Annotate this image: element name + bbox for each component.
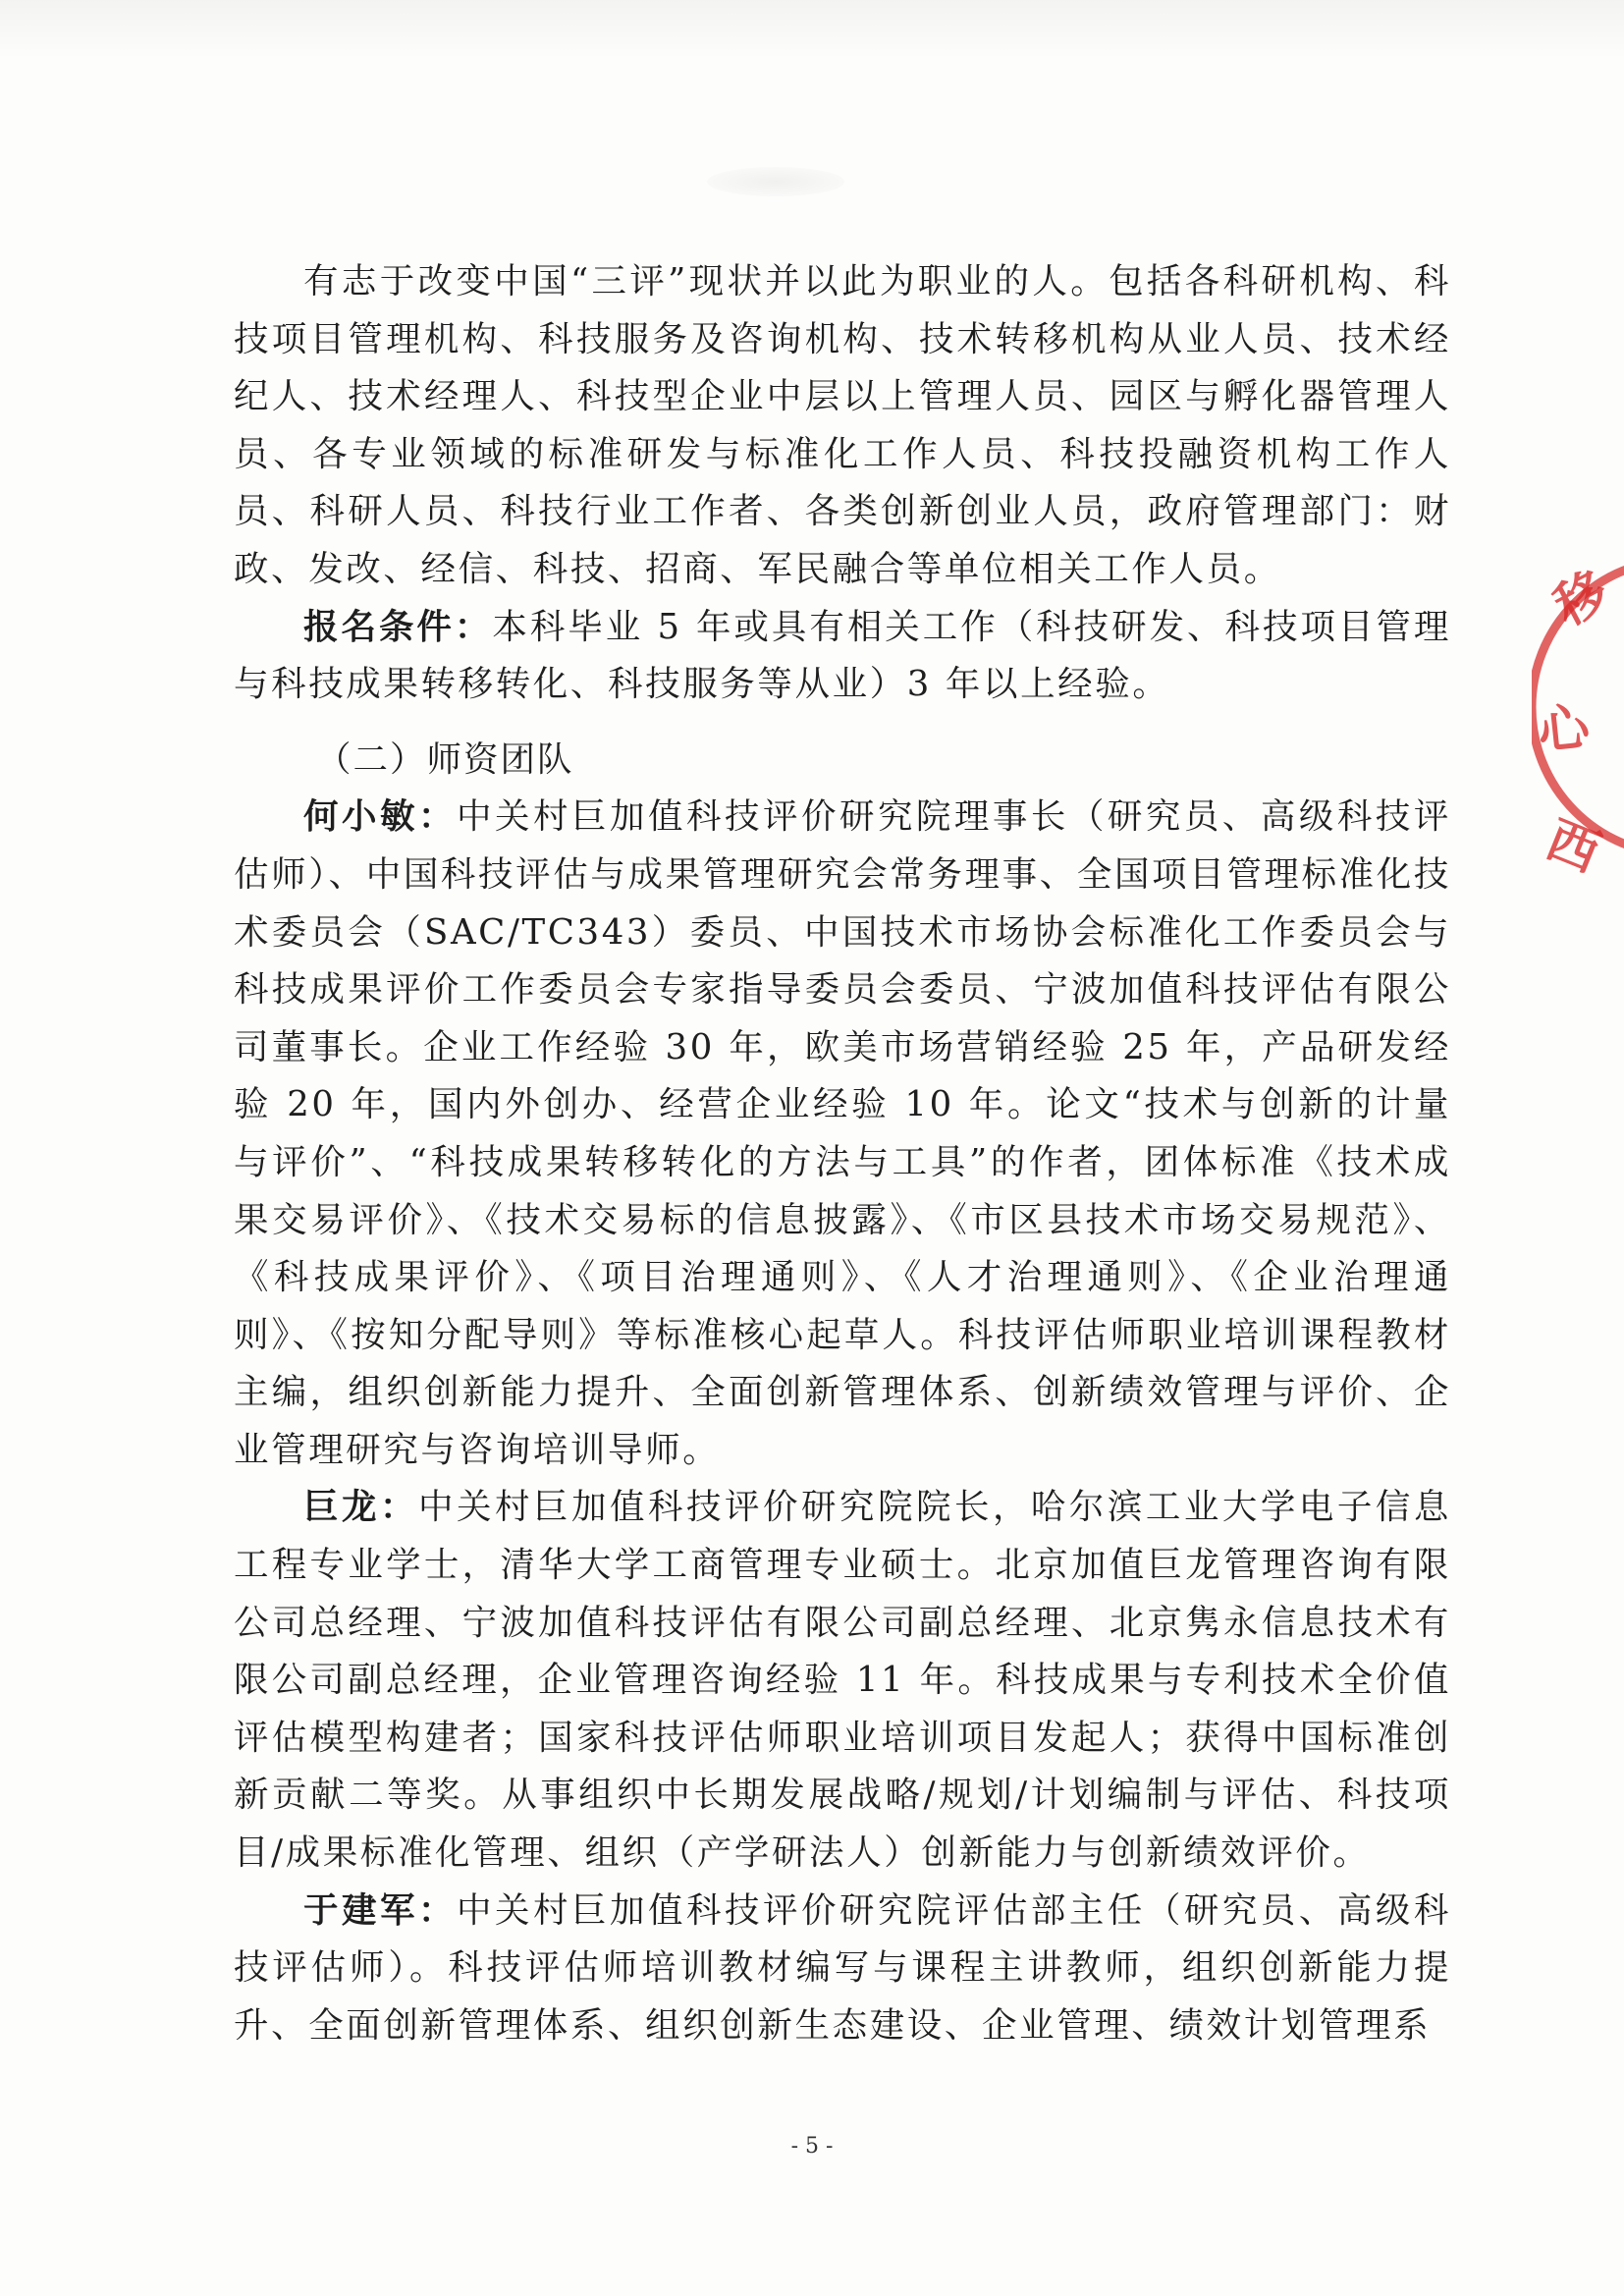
- intro-paragraph: [234, 253, 1451, 599]
- teacher-bio: 中关村巨加值科技评价研究院评估部主任（研究员、高级科技评估师）。科技评估师培训教材编写与课程主讲教师，组织创新能力提升、全面创新管理体系、组织创新生态建设、企业管理、绩效计划管理系: [234, 1889, 1451, 2046]
- teacher-name: 何小敏：: [303, 796, 457, 838]
- seal-character: 移: [1544, 561, 1618, 638]
- document-body: [234, 253, 1451, 2054]
- red-seal-stamp: [1532, 530, 1624, 884]
- requirements-paragraph: [234, 599, 1451, 714]
- section-heading: （二）师资团队: [316, 738, 574, 780]
- scan-smudge: [707, 167, 844, 196]
- teacher-bio-paragraph: [234, 1883, 1451, 2055]
- teacher-bio: 中关村巨加值科技评价研究院理事长（研究员、高级科技评估师）、中国科技评估与成果管理研究会常务理事、全国项目管理标准化技术委员会（SAC/TC343）委员、中国技术市场协会标准化工作委员会与科技成果评价工作委员会专家指导委员会委员、宁波加值科技评估有限公司董事长。企业工作经验 30 年，欧美市场营销经验 25 年，产品研发经验 20 年，国内外创办、经营企业经验 10 年。论文“技术与创新的计量与评价”、“科技成果转移转化的方法与工具”的作者，团体标准《技术成果交易评价》、《技术交易标的信息披露》、《市区县技术市场交易规范》、《科技成果评价》、《项目治理通则》、《人才治理通则》、《企业治理通则》、《按知分配导则》等标准核心起草人。科技评估师职业培训课程教材主编，组织创新能力提升、全面创新管理体系、创新绩效管理与评价、企业管理研究与咨询培训导师。: [234, 796, 1451, 1470]
- requirements-label: 报名条件：: [303, 606, 493, 647]
- teacher-bio-paragraph: [234, 789, 1451, 1479]
- teacher-name: 巨龙：: [303, 1487, 418, 1528]
- page-number: - 5 -: [790, 2134, 834, 2159]
- intro-text: 有志于改变中国“三评”现状并以此为职业的人。包括各科研机构、科技项目管理机构、科技服务及咨询机构、技术转移机构从业人员、技术经纪人、技术经理人、科技型企业中层以上管理人员、园区与孵化器管理人员、各专业领域的标准研发与标准化工作人员、科技投融资机构工作人员、科研人员、科技行业工作者、各类创新创业人员，政府管理部门：财政、发改、经信、科技、招商、军民融合等单位相关工作人员。: [234, 261, 1451, 589]
- seal-character: 西: [1538, 810, 1608, 885]
- requirements-text: 本科毕业 5 年或具有相关工作（科技研发、科技项目管理与科技成果转移转化、科技服务等从业）3 年以上经验。: [234, 606, 1451, 705]
- scan-shadow: [0, 0, 1624, 59]
- seal-character: 心: [1535, 697, 1593, 762]
- teacher-bio: 中关村巨加值科技评价研究院院长，哈尔滨工业大学电子信息工程专业学士，清华大学工商管理专业硕士。北京加值巨龙管理咨询有限公司总经理、宁波加值科技评估有限公司副总经理、北京隽永信息技术有限公司副总经理，企业管理咨询经验 11 年。科技成果与专利技术全价值评估模型构建者；国家科技评估师职业培训项目发起人；获得中国标准创新贡献二等奖。从事组织中长期发展战略/规划/计划编制与评估、科技项目/成果标准化管理、组织（产学研法人）创新能力与创新绩效评价。: [234, 1487, 1451, 1874]
- teacher-name: 于建军：: [303, 1889, 457, 1931]
- teacher-bio-paragraph: [234, 1479, 1451, 1882]
